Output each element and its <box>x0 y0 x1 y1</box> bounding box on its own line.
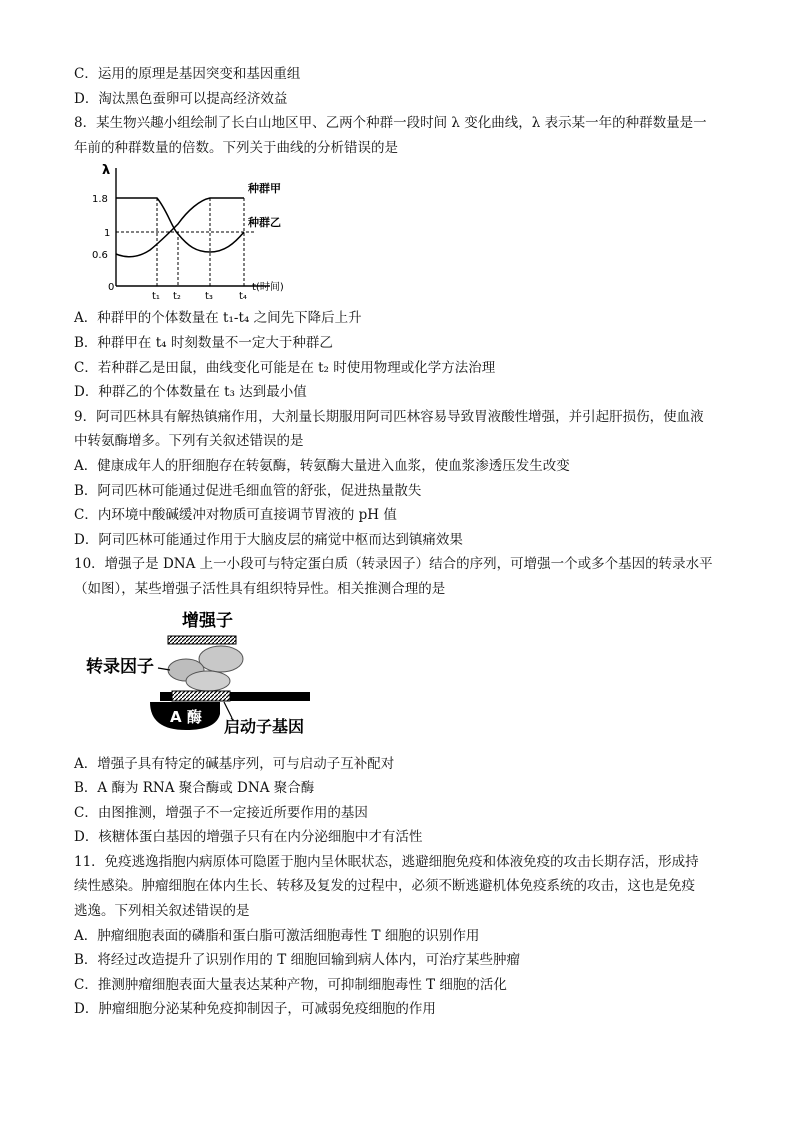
q9-option-a: A．健康成年人的肝细胞存在转氨酶，转氨酶大量进入血浆，使血浆渗透压发生改变 <box>74 457 570 474</box>
q10-option-d: D．核糖体蛋白基因的增强子只有在内分泌细胞中才有活性 <box>74 829 423 846</box>
ytick-1: 1 <box>104 228 111 240</box>
q11-option-a: A．肿瘤细胞表面的磷脂和蛋白脂可激活细胞毒性 T 细胞的识别作用 <box>74 927 480 944</box>
enhancer-figure <box>74 606 724 746</box>
xtick-t3: t₃ <box>205 291 213 303</box>
q10-option-b: B．A 酶为 RNA 聚合酶或 DNA 聚合酶 <box>74 780 315 797</box>
q9-stem-line2: 中转氨酶增多。下列有关叙述错误的是 <box>74 433 304 450</box>
exam-page <box>74 62 724 1022</box>
q8-option-a: A．种群甲的个体数量在 t₁-t₄ 之间先下降后上升 <box>74 310 362 327</box>
enhancer-svg <box>74 606 314 746</box>
q10-option-a: A．增强子具有特定的碱基序列，可与启动子互补配对 <box>74 755 395 772</box>
lambda-curve-svg <box>84 162 304 304</box>
q10-option-c: C．由图推测，增强子不一定接近所要作用的基因 <box>74 804 368 821</box>
tf-blob-1 <box>199 646 243 672</box>
y-axis-label: λ <box>102 163 111 179</box>
q9-stem-line1: 9．阿司匹林具有解热镇痛作用，大剂量长期服用阿司匹林容易导致胃液酸性增强，并引起肝损伤，使血液 <box>74 408 704 425</box>
q8-option-b: B．种群甲在 t₄ 时刻数量不一定大于种群乙 <box>74 334 333 351</box>
q11-option-c: C．推测肿瘤细胞表面大量表达某种产物，可抑制细胞毒性 T 细胞的活化 <box>74 976 507 993</box>
ytick-0-6: 0.6 <box>92 250 108 262</box>
q8-option-c: C．若种群乙是田鼠，曲线变化可能是在 t₂ 时使用物理或化学方法治理 <box>74 359 496 376</box>
xtick-t4: t₄ <box>239 291 247 303</box>
q7-option-d: D．淘汰黑色蚕卵可以提高经济效益 <box>74 90 288 107</box>
tf-label: 转录因子 <box>86 656 154 677</box>
lambda-curve-figure <box>84 162 724 304</box>
enhancer-label: 增强子 <box>182 610 233 631</box>
a-enzyme-label: A 酶 <box>170 707 202 726</box>
promoter-label: 启动子基因 <box>224 716 305 736</box>
origin-label: 0 <box>108 282 115 294</box>
q7-option-c: C．运用的原理是基因突变和基因重组 <box>74 66 301 82</box>
q11-option-d: D．肿瘤细胞分泌某种免疫抑制因子，可减弱免疫细胞的作用 <box>74 1001 436 1018</box>
q8-stem-line1: 8．某生物兴趣小组绘制了长白山地区甲、乙两个种群一段时间 λ 变化曲线，λ 表示某一年的种群数量是一 <box>74 115 707 132</box>
q11-option-b: B．将经过改造提升了识别作用的 T 细胞回输到病人体内，可治疗某些肿瘤 <box>74 952 521 969</box>
x-axis-label: t(时间) <box>252 282 284 294</box>
q8-stem-line2: 年前的种群数量的倍数。下列关于曲线的分析错误的是 <box>74 139 398 156</box>
q10-stem-line1: 10．增强子是 DNA 上一小段可与特定蛋白质（转录因子）结合的序列，可增强一个或多个基因的转录水平 <box>74 556 713 573</box>
ytick-1-8: 1.8 <box>92 194 108 206</box>
q8-option-d: D．种群乙的个体数量在 t₃ 达到最小值 <box>74 384 307 401</box>
promoter-region <box>172 691 230 701</box>
q9-option-c: C．内环境中酸碱缓冲对物质可直接调节胃液的 pH 值 <box>74 507 397 524</box>
enhancer-bar <box>168 636 236 644</box>
q11-stem-line1: 11．免疫逃逸指胞内病原体可隐匿于胞内呈休眠状态，逃避细胞免疫和体液免疫的攻击长期存活，形成持 <box>74 853 699 870</box>
q10-stem-line2: （如图），某些增强子活性具有组织特异性。相关推测合理的是 <box>74 580 446 597</box>
q11-stem-line3: 逃逸。下列相关叙述错误的是 <box>74 903 250 920</box>
series-a-label: 种群甲 <box>248 182 281 196</box>
promoter-pointer <box>224 702 232 718</box>
series-a-curve <box>116 198 244 252</box>
q9-option-d: D．阿司匹林可能通过作用于大脑皮层的痛觉中枢而达到镇痛效果 <box>74 531 463 548</box>
q11-stem-line2: 续性感染。肿瘤细胞在体内生长、转移及复发的过程中，必须不断逃避机体免疫系统的攻击，这也是免疫 <box>74 878 695 895</box>
series-b-label: 种群乙 <box>248 216 281 230</box>
tf-blob-3 <box>186 671 230 691</box>
xtick-t1: t₁ <box>152 291 160 303</box>
xtick-t2: t₂ <box>173 291 181 303</box>
q9-option-b: B．阿司匹林可能通过促进毛细血管的舒张，促进热量散失 <box>74 482 422 499</box>
